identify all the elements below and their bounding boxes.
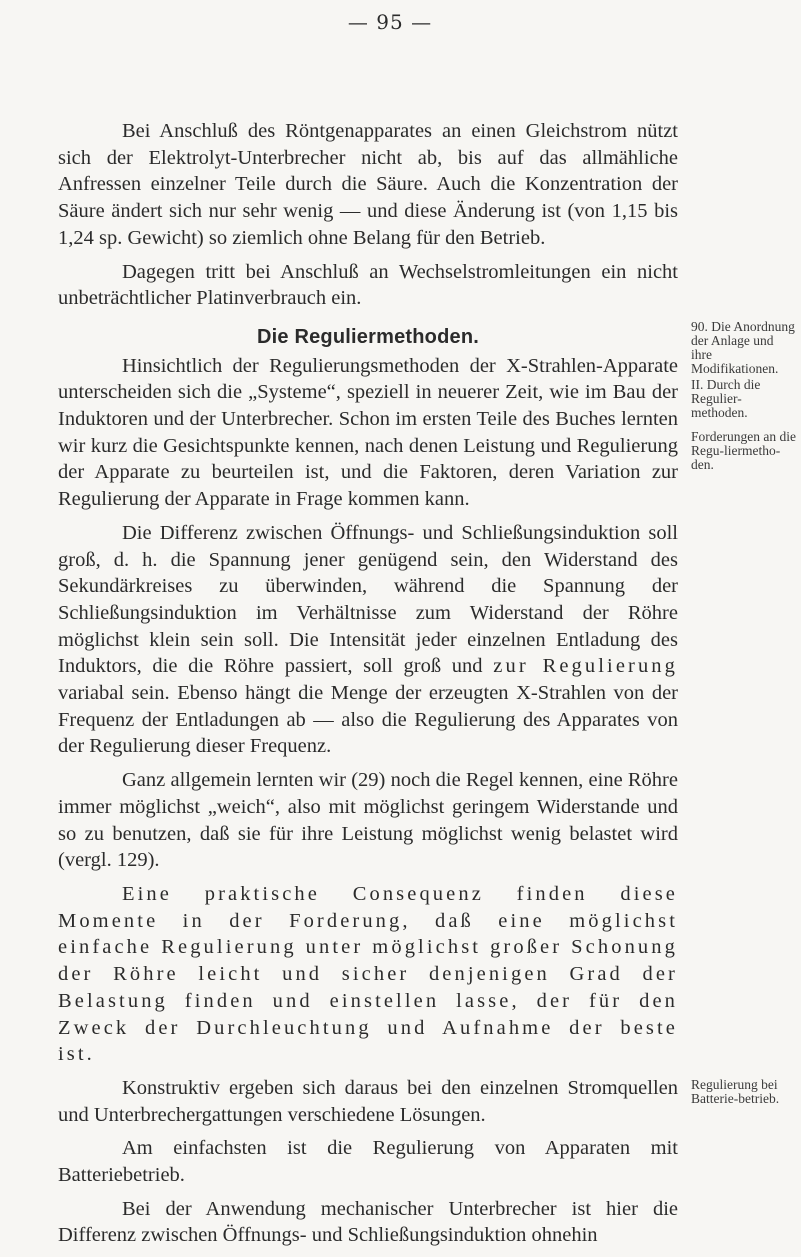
paragraph-9: Bei der Anwendung mechanischer Unterbrecher ist hier die Differenz zwischen Öffnungs- und Schließungsinduktion ohnehin: [58, 1197, 678, 1247]
paragraph-3: Hinsichtlich der Regulierungsmethoden der X-Strahlen-Apparate unterscheiden sich die „Systeme“, speziell in neuerer Zeit, wie im Bau der Induktoren und der Unterbrecher. Schon im ersten Teile des Buches lernten wir kurz die Gesichtspunkte kennen, nach denen Leistung und Regulierung der Apparate zu beurteilen ist, und die Faktoren, deren Variation zur Regulierung der Apparate in Frage kommen kann.: [58, 354, 678, 511]
paragraph-6: Eine praktische Consequenz finden diese Momente in der Forderung, daß eine möglichst einfache Regulierung unter möglichst großer Schonung der Röhre leicht und sicher denjenigen Grad der Belastung finden und einstellen lasse, der für den Zweck der Durchleuchtung und Aufnahme der beste ist.: [58, 882, 678, 1066]
paragraph-4: [58, 520, 678, 760]
paragraph-5: Ganz allgemein lernten wir (29) noch die Regel kennen, eine Röhre immer möglichst „weich“, also mit möglichst geringem Widerstande und so zu benutzen, daß sie für ihre Leistung möglichst wenig belastet wird (vergl. 129).: [58, 769, 678, 872]
body-text: [58, 118, 678, 1249]
margin-note-1: 90. Die Anordnung der Anlage und ihre Modifikationen.: [691, 319, 795, 376]
paragraph-7: Konstruktiv ergeben sich daraus bei den einzelnen Stromquellen und Unterbrechergattungen verschiedene Lösungen.: [58, 1076, 678, 1126]
paragraph-2: Dagegen tritt bei Anschluß an Wechselstromleitungen ein nicht unbeträchtlicher Platinverbrauch ein.: [58, 260, 678, 310]
paragraph-4-part-b: variabal sein. Ebenso hängt die Menge der erzeugten X-Strahlen von der Frequenz der Entladungen ab — also die Regulierung des Apparates von der Regulierung dieser Frequenz.: [58, 682, 678, 758]
paragraph-4-part-a: Die Differenz zwischen Öffnungs- und Schließungsinduktion soll groß, d. h. die Spannung jener genügend sein, den Widerstand des Sekundärkreises zu überwinden, während die Spannung der Schließungsinduktion im Verhältnisse zum Widerstand der Röhre möglichst klein sein soll. Die Intensität jeder einzelnen Entladung des Induktors, die die Röhre passiert, soll groß und: [58, 521, 678, 678]
margin-note-2: II. Durch die Regulier-methoden.: [691, 377, 761, 420]
section-heading: Die Reguliermethoden.: [256, 325, 479, 348]
paragraph-1: Bei Anschluß des Röntgenapparates an einen Gleichstrom nützt sich der Elektrolyt-Unterbrecher nicht ab, bis auf das allmähliche Anfressen einzelner Teile durch die Säure. Auch die Konzentration der Säure ändert sich nur sehr wenig — und diese Änderung ist (von 1,15 bis 1,24 sp. Gewicht) so ziemlich ohne Belang für den Betrieb.: [58, 120, 678, 249]
margin-note-3: Forderungen an die Regu-liermetho-den.: [691, 429, 796, 472]
paragraph-4-spaced: zur Regulierung: [493, 655, 679, 678]
paragraph-8: Am einfachsten ist die Regulierung von Apparaten mit Batteriebetrieb.: [58, 1137, 678, 1187]
margin-note-4: Regulierung bei Batterie-betrieb.: [691, 1077, 780, 1106]
page-number: — 95 —: [347, 10, 433, 34]
